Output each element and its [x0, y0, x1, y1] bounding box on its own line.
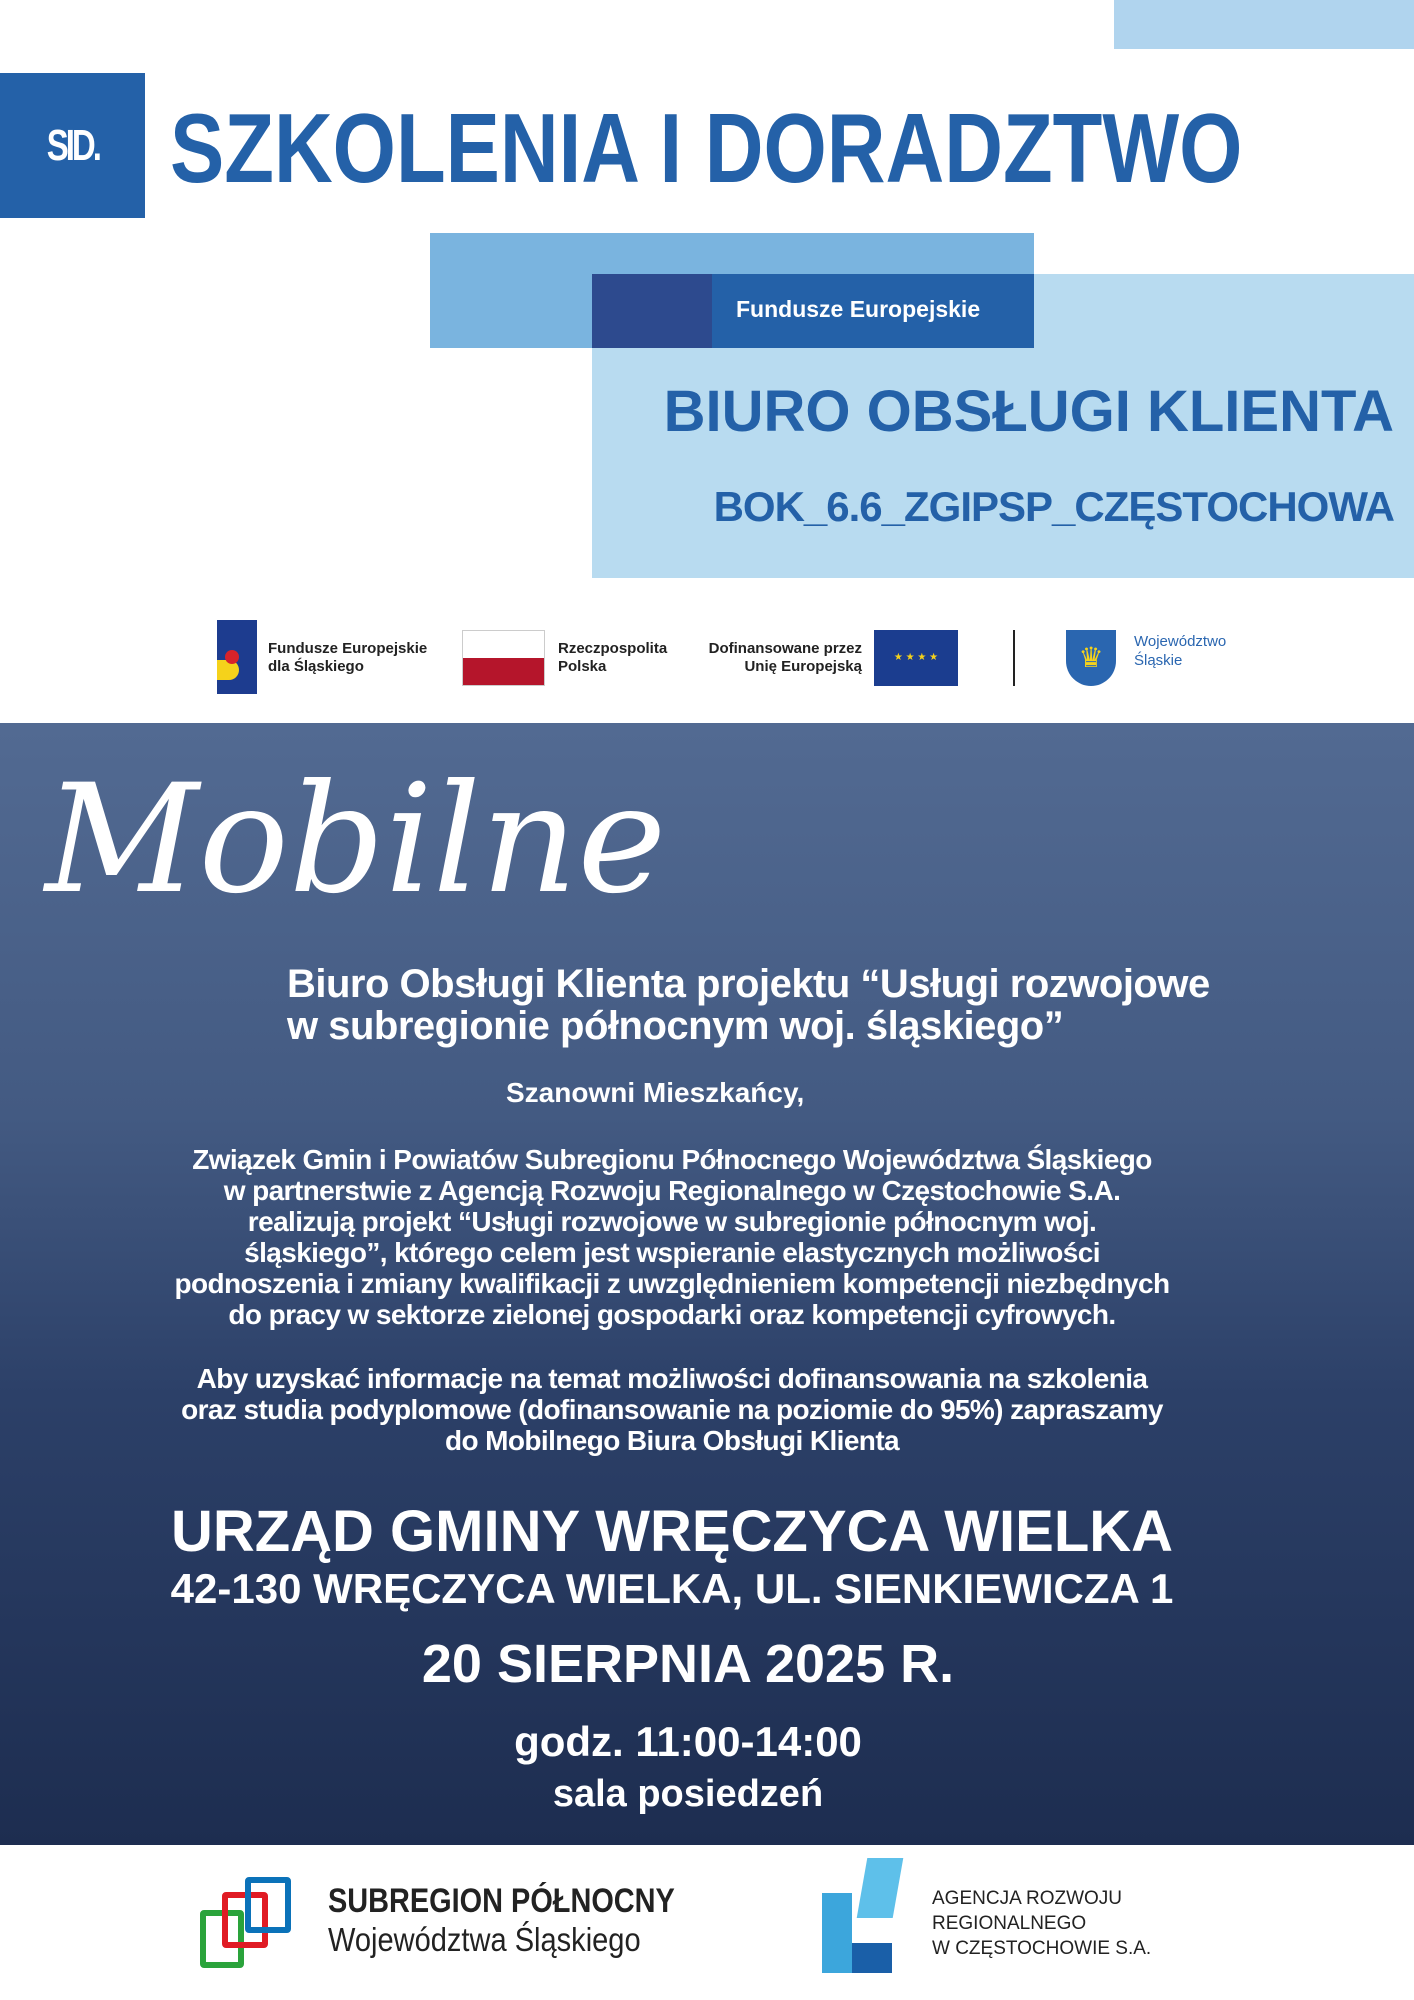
fe-slaskie-logo	[217, 620, 257, 694]
paragraph-2: Aby uzyskać informacje na temat możliwości dofinansowania na szkolenia oraz studia podyplomowe (dofinansowanie na poziomie do 95%) zapraszamy do Mobilnego Biura Obsługi Klienta	[181, 1363, 1163, 1456]
office-code: BOK_6.6_ZGIPSP_CZĘSTOCHOWA	[713, 483, 1394, 530]
pl-text: Rzeczpospolita Polska	[558, 640, 668, 675]
stars-icon	[592, 274, 712, 348]
address: 42-130 WRĘCZYCA WIELKA, UL. SIENKIEWICZA 1	[170, 1565, 1174, 1612]
fe-slaskie-text: Fundusze Europejskie dla Śląskiego	[268, 640, 428, 675]
paragraph-1: Związek Gmin i Powiatów Subregionu Północnego Województwa Śląskiego w partnerstwie z Agencją Rozwoju Regionalnego w Częstochowie S.A. realizują projekt “Usługi rozwojowe w subregionie północnym woj. śląskiego”, którego celem jest wspieranie elastycznych możliwości podnoszenia i zmiany kwalifikacji z uwzględnieniem kompetencji niezbędnych do pracy w sektorze zielonej gospodarki oraz kompetencji cyfrowych.	[174, 1144, 1170, 1330]
subregion-logo-icon	[200, 1877, 305, 1972]
venue: URZĄD GMINY WRĘCZYCA WIELKA	[170, 1499, 1174, 1564]
fe-label: Fundusze Europejskie	[736, 296, 981, 322]
event-date: 20 SIERPNIA 2025 R.	[421, 1634, 955, 1694]
sid-logo	[0, 73, 145, 218]
eu-text: Dofinansowane przez Unię Europejską	[708, 640, 862, 675]
greeting: Szanowni Mieszkańcy,	[506, 1077, 805, 1108]
fe-banner	[592, 274, 1034, 348]
divider	[1013, 630, 1015, 686]
subtitle: Biuro Obsługi Klienta projektu “Usługi rozwojowe w subregionie północnym woj. śląskiego”	[287, 962, 1210, 1048]
page-title: SZKOLENIA I DORADZTWO	[170, 93, 1243, 203]
slaskie-text: Województwo Śląskie	[1134, 633, 1227, 669]
agency-text: AGENCJA ROZWOJU REGIONALNEGO W CZĘSTOCHOWIE S.A.	[932, 1888, 1152, 1959]
polish-flag	[462, 630, 545, 686]
event-hours: godz. 11:00-14:00	[514, 1718, 862, 1765]
agency-logo-icon	[822, 1858, 922, 1978]
sid-logo-text: SID.	[46, 120, 99, 170]
subregion-text: SUBREGION PÓŁNOCNY Województwa Śląskiego	[328, 1882, 675, 1958]
slaskie-crest: ♛	[1066, 630, 1116, 686]
office-title: BIURO OBSŁUGI KLIENTA	[663, 379, 1394, 444]
script-title: Mobilne	[45, 753, 667, 927]
eu-flag: ★ ★ ★ ★	[874, 630, 958, 686]
corner-decor	[1114, 0, 1414, 49]
event-section	[0, 723, 1414, 1845]
event-room: sala posiedzeń	[552, 1773, 824, 1815]
